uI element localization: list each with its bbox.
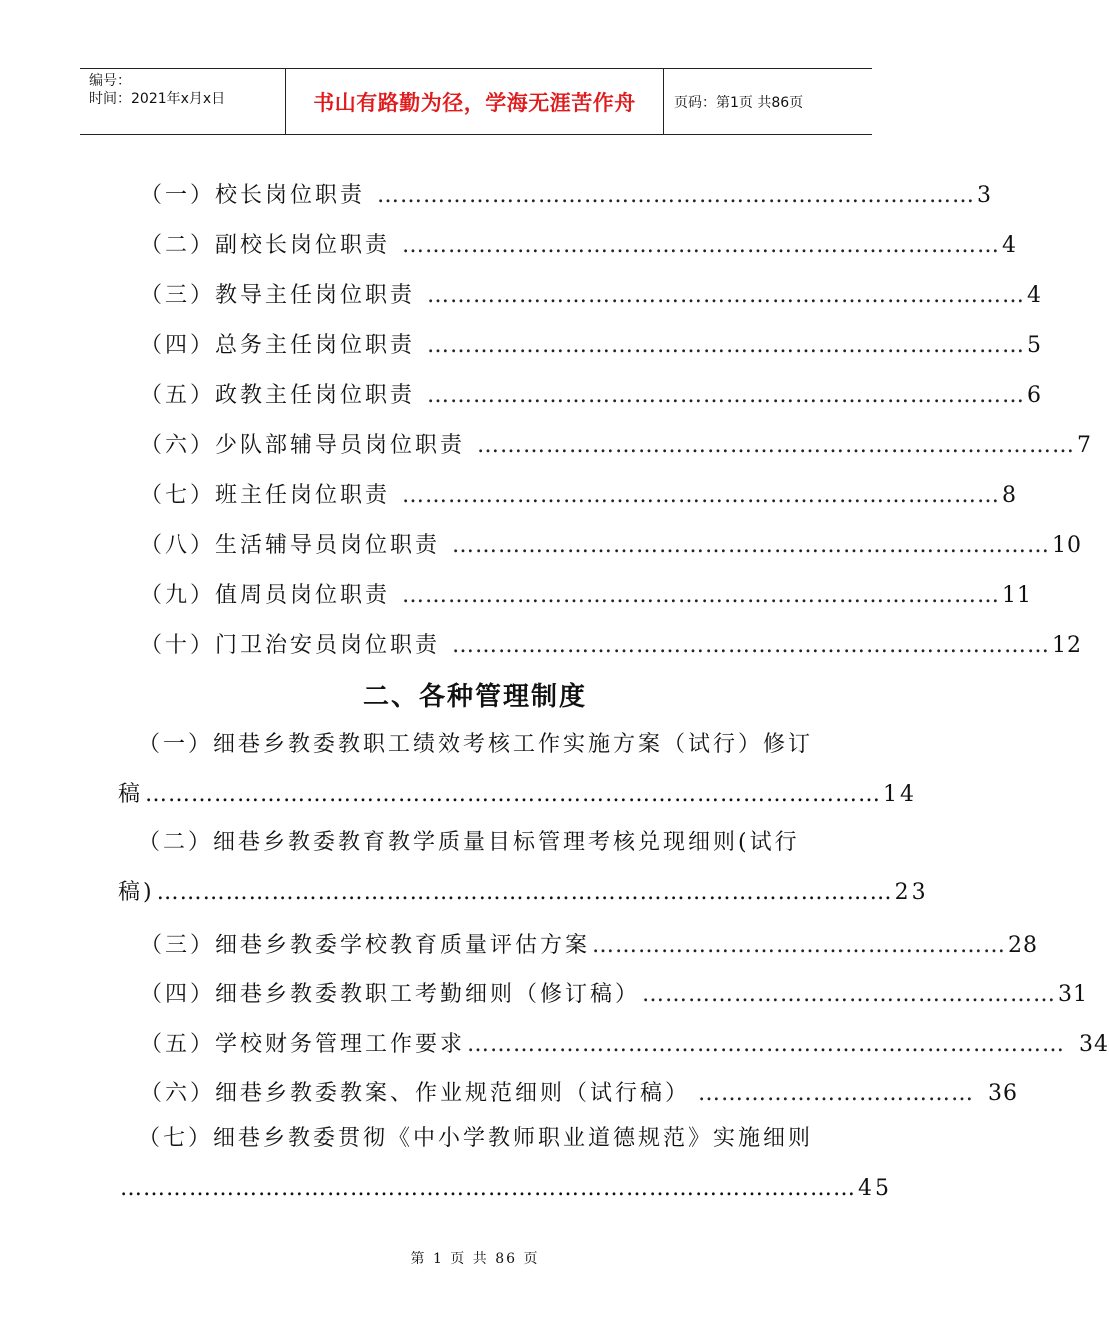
toc-entry[interactable] [140,428,1093,459]
toc-entry-label: （一）细巷乡教委教职工绩效考核工作实施方案（试行）修订 [138,732,814,757]
toc-entry[interactable] [140,928,1039,959]
toc-page-number: 34 [1079,1032,1109,1057]
toc-leader-dots: ……………………………………………… [592,933,1007,958]
toc-entry[interactable] [140,1076,1019,1107]
toc-entry[interactable] [140,478,1018,509]
toc-entry-label: （六）细巷乡教委教案、作业规范细则（试行稿） [140,1081,691,1106]
toc-entry-label: （四）总务主任岗位职责 [140,333,416,358]
toc-entry[interactable] [140,977,1089,1008]
toc-page-number: 14 [883,782,918,807]
toc-entry[interactable] [140,278,1043,309]
toc-entry[interactable] [140,528,1083,559]
toc-entry-label: （三）教导主任岗位职责 [140,283,416,308]
toc-page-number: 5 [1027,333,1043,358]
toc-entry[interactable] [118,720,918,820]
toc-page-number: 6 [1027,383,1043,408]
toc-leader-dots: …………………………………………………………………… [452,633,1051,658]
toc-entry-label: （八）生活辅导员岗位职责 [140,533,441,558]
toc-page-number: 10 [1052,533,1083,558]
header-page-info: 页码：第1页 共86页 [674,94,804,111]
toc-page-number: 4 [1027,283,1043,308]
toc-leader-dots: …………………………………………………………………… [402,483,1001,508]
toc-entry[interactable] [140,328,1043,359]
toc-leader-dots: …………………………………………………………………… [452,533,1051,558]
toc-entry[interactable] [140,378,1043,409]
toc-page-number: 12 [1052,633,1083,658]
toc-entry[interactable] [140,178,993,209]
section-heading: 二、各种管理制度 [362,682,587,712]
toc-entry-label: （三）细巷乡教委学校教育质量评估方案 [140,933,591,958]
toc-entry-label: （六）少队部辅导员岗位职责 [140,433,466,458]
toc-leader-dots: …………………………………………………………………………………… [156,880,893,905]
toc-leader-dots: …………………………………………………………………… [477,433,1076,458]
document-date: 时间：2021年x月x日 [89,91,226,107]
toc-leader-dots: …………………………………………………………………… [427,333,1026,358]
toc-entry-label: （一）校长岗位职责 [140,183,366,208]
toc-entry-label: （二）细巷乡教委教育教学质量目标管理考核兑现细则(试行 [138,830,800,855]
page-header [80,68,872,135]
toc-page-number: 45 [858,1176,892,1201]
toc-leader-dots: …………………………………………………………………… [402,583,1001,608]
toc-page-number: 28 [1008,933,1039,958]
toc-entry[interactable] [140,228,1018,259]
toc-leader-dots: …………………………………………………………………… [377,183,976,208]
toc-entry-label: （二）副校长岗位职责 [140,233,391,258]
toc-entry-label: （十）门卫治安员岗位职责 [140,633,441,658]
toc-entry-label: （七）细巷乡教委贯彻《中小学教师职业道德规范》实施细则 [138,1126,814,1151]
header-meta [80,69,285,134]
toc-leader-dots: …………………………………………………………………………………… [120,1176,856,1201]
toc-entry[interactable] [140,628,1083,659]
document-number-label: 编号： [89,73,131,89]
header-motto: 书山有路勤为径，学海无涯苦作舟 [285,69,664,134]
toc-page-number: 31 [1058,982,1089,1007]
toc-leader-dots: ……………………………………………… [642,982,1057,1007]
page-footer: 第 1 页 共 86 页 [410,1251,540,1267]
toc-leader-dots: ……………………………… [698,1081,975,1106]
toc-entry-label: （九）值周员岗位职责 [140,583,391,608]
toc-entry-label-cont: 稿) [118,880,155,905]
toc-entry-label: （七）班主任岗位职责 [140,483,391,508]
toc-leader-dots: …………………………………………………………………… [467,1032,1066,1057]
toc-entry[interactable] [118,818,929,918]
toc-entry[interactable] [140,1027,1109,1058]
toc-leader-dots: …………………………………………………………………… [402,233,1001,258]
toc-leader-dots: …………………………………………………………………………………… [145,782,882,807]
toc-leader-dots: …………………………………………………………………… [427,283,1026,308]
toc-page-number: 8 [1002,483,1018,508]
toc-page-number: 7 [1077,433,1093,458]
toc-page-number: 23 [894,880,929,905]
toc-leader-dots: …………………………………………………………………… [427,383,1026,408]
toc-entry-label: （四）细巷乡教委教职工考勤细则（修订稿） [140,982,641,1007]
toc-entry[interactable] [118,1114,892,1214]
toc-entry-label-cont: 稿 [118,782,144,807]
toc-page-number: 11 [1002,583,1033,608]
toc-page-number: 36 [988,1081,1019,1106]
toc-entry-label: （五）政教主任岗位职责 [140,383,416,408]
toc-entry-label: （五）学校财务管理工作要求 [140,1032,466,1057]
toc-page-number: 4 [1002,233,1018,258]
toc-entry[interactable] [140,578,1033,609]
toc-page-number: 3 [977,183,993,208]
